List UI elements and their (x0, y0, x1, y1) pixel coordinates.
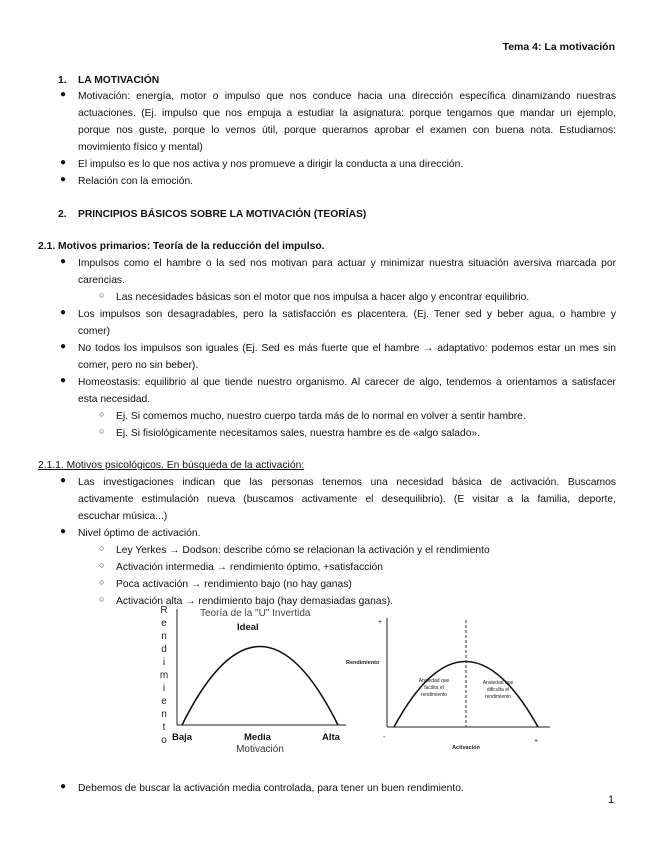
sub-bullet-icon: ○ (99, 594, 105, 604)
section2-title: PRINCIPIOS BÁSICOS SOBRE LA MOTIVACIÓN (TEORÍAS) (78, 209, 367, 220)
left-region-line3: rendimiento (420, 692, 448, 698)
s1-b3-line1: Relación con la emoción. (78, 176, 194, 187)
bullet-icon: ● (60, 157, 67, 168)
s21-b1-line1: Impulsos como el hambre o la sed nos motivan para actuar y minimizar nuestra situación aversiva marcada por (78, 258, 616, 269)
figure-left-peak-label: Ideal (237, 622, 259, 633)
s211-b1-line3: escuchar música...) (78, 511, 168, 522)
bullet-icon: ● (60, 174, 67, 185)
y-letter: d (161, 644, 167, 655)
sub-bullet-icon: ○ (99, 577, 105, 587)
right-region-line2: dificulta el (486, 687, 510, 693)
figure-right-xlabel: Activación (452, 745, 480, 751)
inverted-u-figure (150, 603, 350, 755)
s1-b1-line3: porque nos guste, porque lo vemos útil, porque queramos aprobar el examen con buena nota. Estudiamos: (78, 125, 616, 136)
s211-b2: Nivel óptimo de activación. (78, 528, 201, 539)
s21-b3-line1: No todos los impulsos son iguales (Ej. Sed es más fuerte que el hambre → adaptativo: podemos estar un mes sin (78, 343, 616, 354)
left-region-line1: Ansiedad que (418, 678, 450, 684)
sub-bullet-icon: ○ (99, 290, 105, 300)
y-letter: e (161, 696, 167, 707)
s211-b2-sub2: Activación intermedia → rendimiento óptimo, +satisfacción (116, 562, 383, 573)
y-letter: i (162, 683, 166, 694)
y-letter: m (159, 670, 169, 681)
figure-right-ylabel: Rendimiento (346, 660, 380, 666)
x-label-mid: Media (244, 732, 271, 743)
s21-b4-line1: Homeostasis: equilibrio al que tiende nuestro organismo. Al carecer de algo, tendemos a orientamos a satisfacer (78, 377, 616, 388)
x-plus-label: + (534, 738, 539, 745)
sub-bullet-icon: ○ (99, 409, 105, 419)
y-letter: n (161, 709, 167, 720)
left-region-line2: facilita el (424, 685, 444, 691)
header-title: Tema 4: La motivación (502, 41, 615, 53)
bullet-icon: ● (60, 475, 67, 486)
x-minus-label: - (383, 734, 386, 741)
bullet-icon: ● (60, 781, 67, 792)
s1-b1-line4: movimiento físico y mental) (78, 142, 203, 153)
section211-title: 2.1.1. Motivos psicológicos. En búsqueda de la activación: (38, 460, 305, 471)
sub-bullet-icon: ○ (99, 543, 105, 553)
s21-b4-sub2: Ej. Si fisiológicamente necesitamos sales, nuestra hambre es de «algo salado». (116, 428, 481, 439)
y-letter: t (162, 722, 166, 733)
s211-b2-sub3: Poca activación → rendimiento bajo (no hay ganas) (116, 579, 352, 590)
anxiety-performance-figure (342, 612, 556, 758)
section21-title: 2.1. Motivos primarios: Teoría de la reducción del impulso. (38, 241, 325, 252)
y-letter: e (161, 618, 167, 629)
section1-title: LA MOTIVACIÓN (78, 75, 160, 86)
s21-b2-line2: comer) (78, 326, 111, 337)
right-region-line1: Ansiedad que (482, 680, 514, 686)
s21-b1-line2: carencias. (78, 275, 125, 286)
figure-left-title: Teoría de la "U" Invertida (200, 608, 311, 619)
y-letter: n (161, 631, 167, 642)
sub-bullet-icon: ○ (99, 560, 105, 570)
sub-bullet-icon: ○ (99, 426, 105, 436)
s211-b1-line1: Las investigaciones indican que las personas tenemos una necesidad básica de activación. Buscamos (78, 477, 616, 488)
inverted-u-curve (182, 647, 338, 726)
right-region-line3: rendimiento (484, 694, 512, 700)
y-letter: R (160, 605, 168, 616)
x-label-high: Alta (322, 732, 340, 743)
bullet-icon: ● (60, 307, 67, 318)
bullet-icon: ● (60, 256, 67, 267)
s211-b2-sub1: Ley Yerkes → Dodson: describe cómo se relacionan la activación y el rendimiento (116, 545, 490, 556)
s211-final-bullet: Debemos de buscar la activación media controlada, para tener un buen rendimiento. (78, 783, 464, 794)
s21-b2-line1: Los impulsos son desagradables, pero la satisfacción es placentera. (Ej. Tener sed y beber agua, o hambre y (78, 309, 616, 320)
y-plus-label: + (378, 619, 383, 626)
s211-b2-sub4: Activación alta → rendimiento bajo (hay demasiadas ganas). (116, 596, 394, 607)
y-letter: o (161, 735, 167, 746)
y-letter: i (162, 657, 166, 668)
s1-b2-line1: El impulso es lo que nos activa y nos promueve a dirigir la conducta a una dirección. (78, 159, 464, 170)
section1-number: 1. (58, 75, 67, 86)
figure-left-xlabel: Motivación (236, 744, 284, 755)
bullet-icon: ● (60, 526, 67, 537)
s21-b4-sub1: Ej. Si comemos mucho, nuestro cuerpo tarda más de lo normal en volver a sentir hambre. (116, 411, 526, 422)
section2-number: 2. (58, 209, 67, 220)
s21-b4-line2: esta necesidad. (78, 394, 151, 405)
page-number: 1 (608, 794, 615, 806)
x-label-low: Baja (172, 732, 193, 743)
s21-b1-sub: Las necesidades básicas son el motor que nos impulsa a hacer algo y encontrar equilibrio. (116, 292, 530, 303)
s211-b1-line2: activamente estimulación nueva (buscamos activamente el desequilibrio). (E visitar a la familia, deporte, (78, 494, 616, 505)
bullet-icon: ● (60, 375, 67, 386)
s1-b1-line1: Motivación: energía, motor o impulso que nos conduce hacia una dirección específica dinamizando nuestras (78, 91, 616, 102)
bullet-icon: ● (60, 341, 67, 352)
s1-b1-line2: actuaciones. (Ej. impulso que nos empuja a estudiar la asignatura: porque tengamos que mandar un ejemplo, (78, 108, 616, 119)
s21-b3-line2: comer, pero no sin beber). (78, 360, 199, 371)
bullet-icon: ● (60, 89, 67, 100)
